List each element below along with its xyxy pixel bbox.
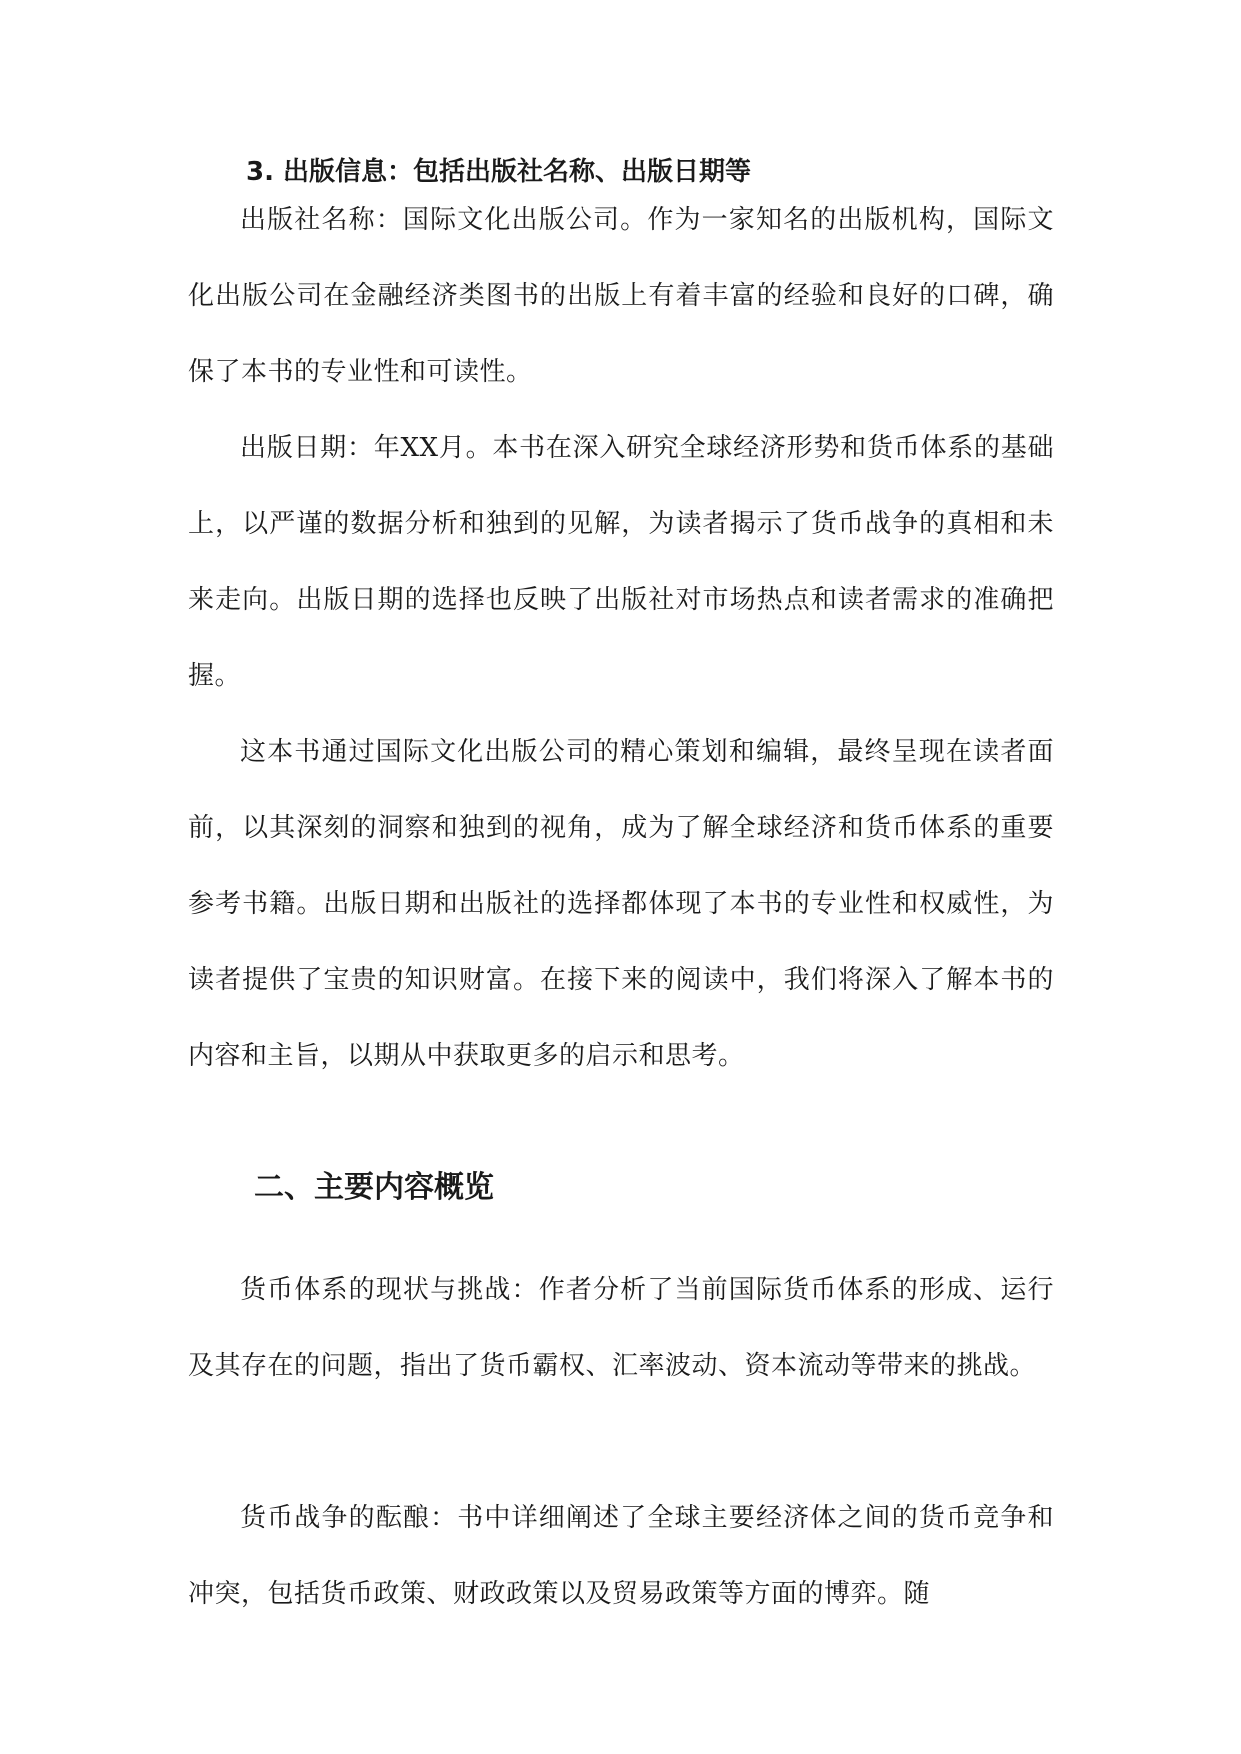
- chapter-heading: 二、主要内容概览: [254, 1170, 494, 1205]
- paragraph-publication-date: 出版日期：年XX月。本书在深入研究全球经济形势和货币体系的基础上，以严谨的数据分析和独到的见解，为读者揭示了货币战争的真相和未来走向。出版日期的选择也反映了出版社对市场热点和读者需求的准确把握。: [188, 433, 1054, 691]
- paragraph-monetary-system: 货币体系的现状与挑战：作者分析了当前国际货币体系的形成、运行及其存在的问题，指出了货币霸权、汇率波动、资本流动等带来的挑战。: [188, 1275, 1054, 1381]
- document-page: [188, 0, 1054, 1754]
- paragraph-publisher-name: 出版社名称：国际文化出版公司。作为一家知名的出版机构，国际文化出版公司在金融经济类图书的出版上有着丰富的经验和良好的口碑，确保了本书的专业性和可读性。: [188, 205, 1054, 387]
- paragraph-book-summary: 这本书通过国际文化出版公司的精心策划和编辑，最终呈现在读者面前，以其深刻的洞察和独到的视角，成为了解全球经济和货币体系的重要参考书籍。出版日期和出版社的选择都体现了本书的专业性和权威性，为读者提供了宝贵的知识财富。在接下来的阅读中，我们将深入了解本书的内容和主旨，以期从中获取更多的启示和思考。: [188, 737, 1054, 1071]
- paragraph-currency-war: 货币战争的酝酿：书中详细阐述了全球主要经济体之间的货币竞争和冲突，包括货币政策、财政政策以及贸易政策等方面的博弈。随: [188, 1503, 1054, 1609]
- section-heading: 3. 出版信息：包括出版社名称、出版日期等: [246, 157, 752, 187]
